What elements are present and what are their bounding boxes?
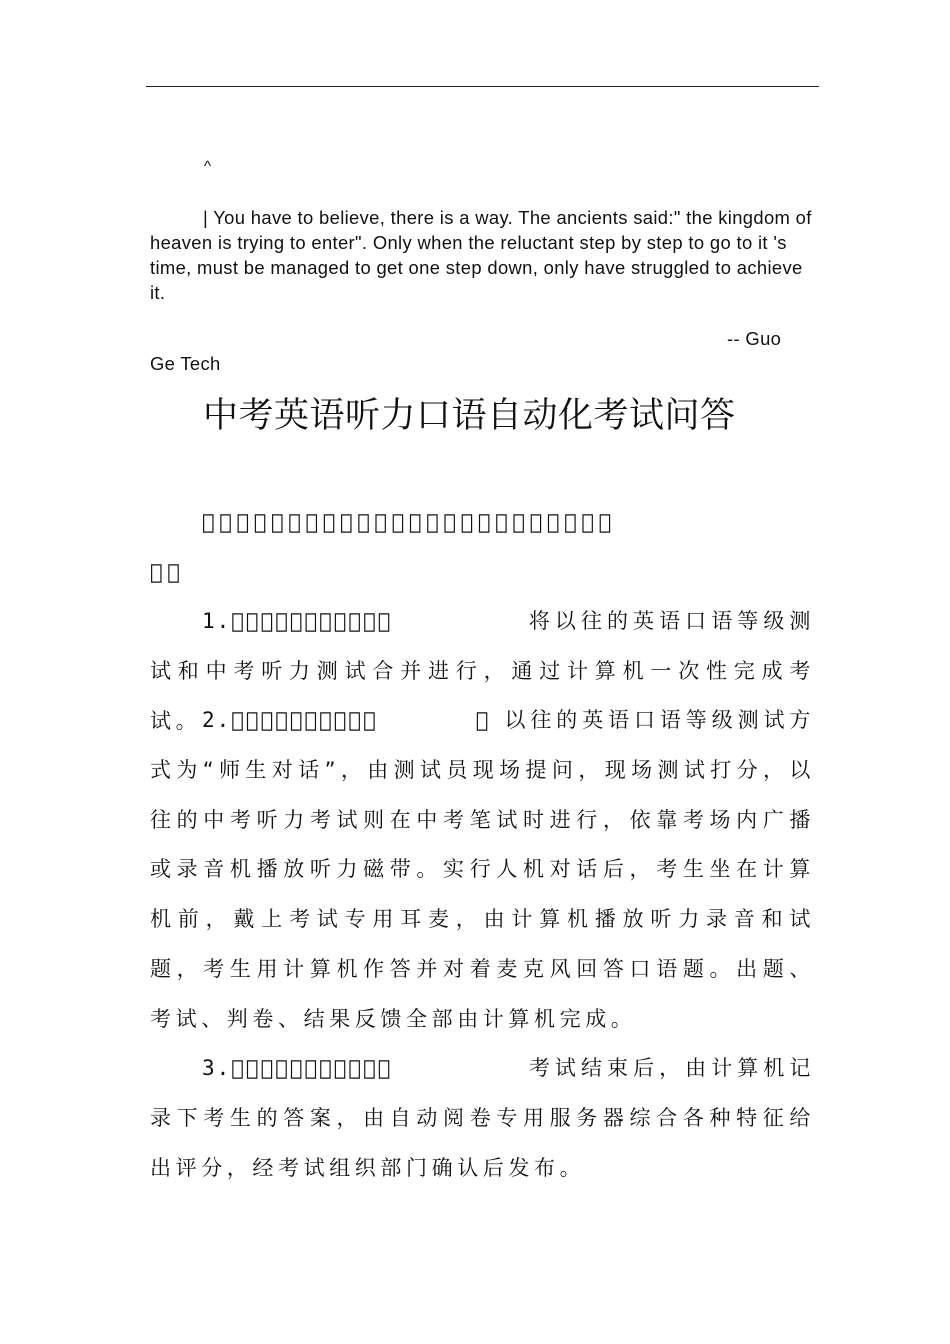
quote-attribution-line2: Ge Tech [150, 353, 221, 374]
item-1-heading: 1.            [202, 609, 393, 633]
item-2-heading: 2.           [202, 708, 378, 732]
garbled-intro-line-2 [150, 548, 815, 598]
item-1-body: 将以往的英语口语等级测试和中考听力测试合并进行，通过计算机一次性完成考试。 [150, 609, 815, 733]
answer-item-3 [150, 1044, 815, 1193]
quote-attribution-line1: -- Guo [727, 328, 782, 349]
garbled-intro-text-2:    [150, 560, 185, 584]
opening-quote [150, 205, 818, 305]
caret-mark: ^ [204, 158, 212, 175]
item-2-body:   以往的英语口语等级测试方式为“师生对话”，由测试员现场提问，现场测试打分，以往的中考听力考试则在中考笔试时进行，依靠考场内广播或录音机播放听力磁带。实行人机对话后，考生坐在计算机前，戴上考试专用耳麦，由计算机播放听力录音和试题，考生用计算机作答并对着麦克风回答口语题。出题、考试、判卷、结果反馈全部由计算机完成。 [150, 708, 815, 1031]
garbled-intro-text:                          [202, 510, 616, 534]
header-rule [146, 86, 819, 87]
quote-text: | You have to believe, there is a way. The ancients said:" the kingdom of heaven is trying to enter". Only when the reluctant step by step to go to it 's time, must be managed to get one step down, only have struggled to achieve it. [150, 207, 812, 303]
garbled-intro-line [150, 498, 815, 548]
item-3-body: 考试结束后，由计算机记录下考生的答案，由自动阅卷专用服务器综合各种特征给出评分，经考试组织部门确认后发布。 [150, 1056, 815, 1180]
document-title: 中考英语听力口语自动化考试问答 [203, 396, 736, 436]
item-3-heading: 3.            [202, 1056, 393, 1080]
answer-item-2 [150, 696, 815, 1045]
